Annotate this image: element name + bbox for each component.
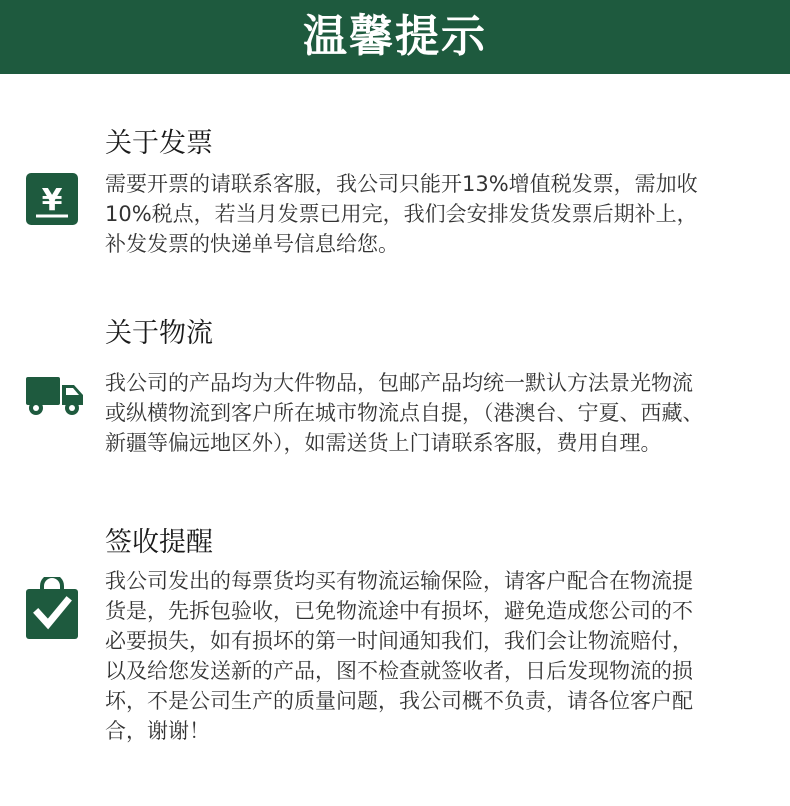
svg-text:¥: ¥ bbox=[41, 183, 63, 218]
body-line: 货是，先拆包验收，已免物流途中有损坏，避免造成您公司的不 bbox=[105, 599, 693, 623]
section-title-logistics: 关于物流 bbox=[105, 318, 213, 349]
section-title-receipt: 签收提醒 bbox=[105, 527, 213, 558]
header-banner bbox=[0, 0, 790, 74]
body-line: 必要损失，如有损坏的第一时间通知我们，我们会让物流赔付， bbox=[105, 629, 693, 653]
section-body-logistics bbox=[105, 368, 765, 458]
body-line: 新疆等偏远地区外），如需送货上门请联系客服，费用自理。 bbox=[105, 431, 662, 455]
section-title-invoice: 关于发票 bbox=[105, 128, 213, 159]
body-line: 合，谢谢！ bbox=[105, 719, 210, 743]
body-line: 补发发票的快递单号信息给您。 bbox=[105, 232, 399, 256]
body-line: 10%税点，若当月发票已用完，我们会安排发货发票后期补上， bbox=[105, 202, 698, 226]
section-body-invoice bbox=[105, 169, 765, 259]
page-title: 温馨提示 bbox=[303, 11, 487, 62]
body-line: 我公司的产品均为大件物品，包邮产品均统一默认方法景光物流 bbox=[105, 371, 693, 395]
body-line: 以及给您发送新的产品，图不检查就签收者，日后发现物流的损 bbox=[105, 659, 693, 683]
truck-icon bbox=[26, 375, 84, 421]
yen-icon bbox=[26, 173, 78, 229]
section-body-receipt bbox=[105, 566, 765, 746]
body-line: 坏，不是公司生产的质量问题，我公司概不负责，请各位客户配 bbox=[105, 689, 693, 713]
checked-bag-icon bbox=[26, 577, 78, 643]
body-line: 或纵横物流到客户所在城市物流点自提，（港澳台、宁夏、西藏、 bbox=[105, 401, 704, 425]
body-line: 我公司发出的每票货均买有物流运输保险，请客户配合在物流提 bbox=[105, 569, 693, 593]
body-line: 需要开票的请联系客服，我公司只能开13%增值税发票，需加收 bbox=[105, 172, 698, 196]
